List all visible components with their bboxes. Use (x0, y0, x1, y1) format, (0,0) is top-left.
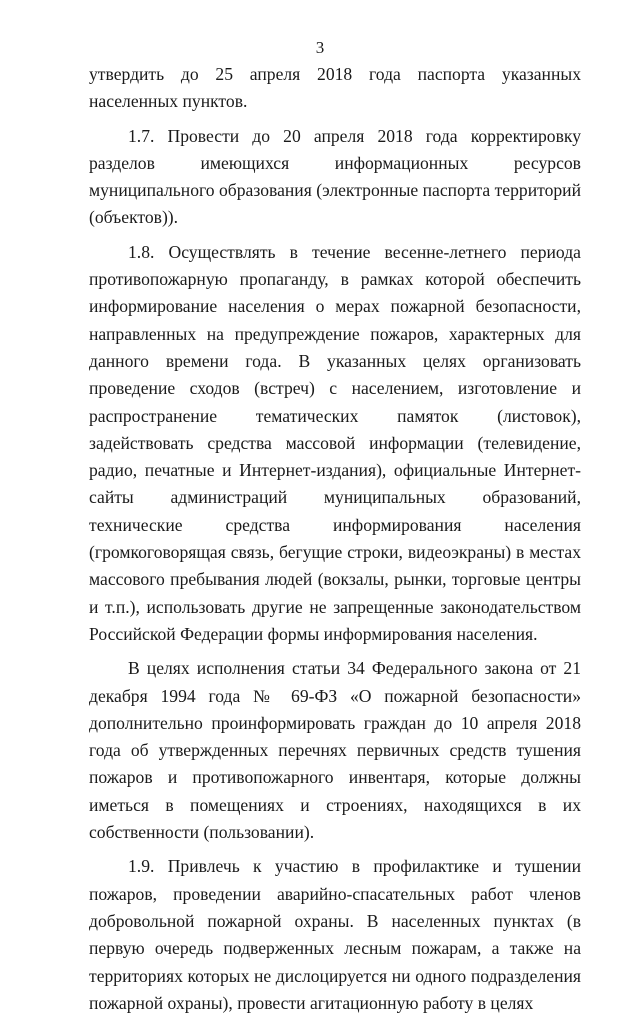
paragraph-1-9: 1.9. Привлечь к участию в профилактике и тушении пожаров, проведении аварийно-спасательных работ членов добровольной пожарной охраны. В населенных пунктах (в первую очередь подверженных лесным пожарам, а также на территориях которых не дислоцируется ни одного подразделения пожарной охраны), провести агитационную работу в целях (89, 856, 581, 1013)
paragraph-1-7: 1.7. Провести до 20 апреля 2018 года корректировку разделов имеющихся информационных ресурсов муниципального образования (электронные паспорта территорий (объектов)). (89, 125, 581, 228)
paragraph-continuation: утвердить до 25 апреля 2018 года паспорта указанных населенных пунктов. (89, 64, 581, 112)
document-body (89, 61, 581, 1017)
paragraph-article-34: В целях исполнения статьи 34 Федерального закона от 21 декабря 1994 года № 69-ФЗ «О пожарной безопасности» дополнительно проинформировать граждан до 10 апреля 2018 года об утвержденных перечнях первичных средств тушения пожаров и противопожарного инвентаря, которые должны иметься в помещениях и строениях, находящихся в их собственности (пользовании). (89, 658, 581, 843)
page-number: 3 (315, 38, 325, 57)
paragraph-1-8: 1.8. Осуществлять в течение весенне-летнего периода противопожарную пропаганду, в рамках которой обеспечить информирование населения о мерах пожарной безопасности, направленных на предупреждение пожаров, характерных для данного времени года. В указанных целях организовать проведение сходов (встреч) с населением, изготовление и распространение тематических памяток (листовок), задействовать средства массовой информации (телевидение, радио, печатные и Интернет-издания), официальные Интернет-сайты администраций муниципальных образований, технические средства информирования населения (громкоговорящая связь, бегущие строки, видеоэкраны) в местах массового пребывания людей (вокзалы, рынки, торговые центры и т.п.), использовать другие не запрещенные законодательством Российской Федерации формы информирования населения. (89, 241, 581, 644)
